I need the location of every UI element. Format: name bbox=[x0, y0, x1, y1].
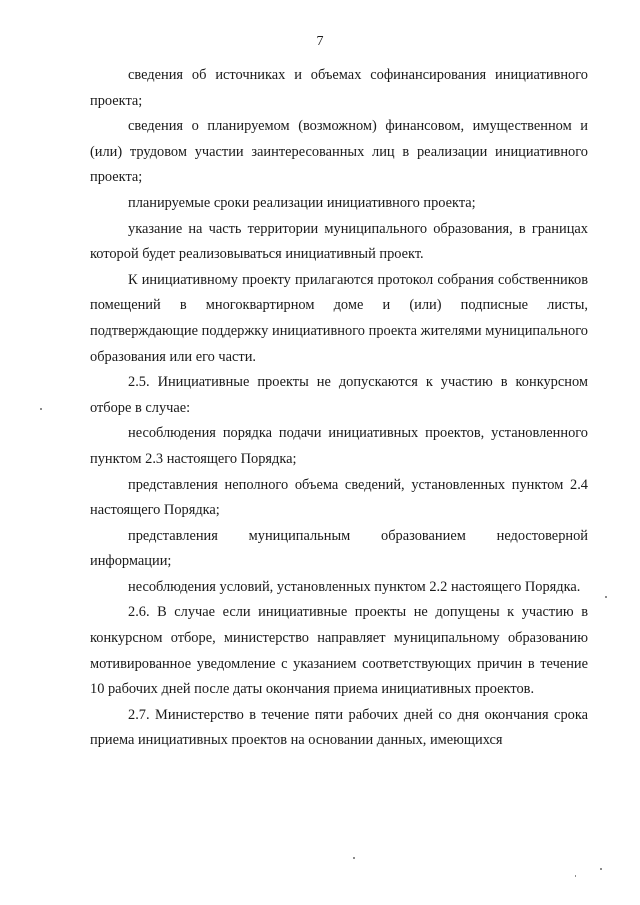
scan-speck bbox=[353, 857, 355, 859]
document-body bbox=[90, 63, 588, 754]
scan-speck bbox=[600, 868, 602, 870]
paragraph: сведения о планируемом (возможном) финансовом, имущественном и (или) трудовом участии заинтересованных лиц в реализации инициативного проекта; bbox=[90, 118, 588, 186]
paragraph: несоблюдения порядка подачи инициативных проектов, установленного пунктом 2.3 настоящего Порядка; bbox=[90, 425, 588, 467]
page-number: 7 bbox=[316, 34, 324, 49]
paragraph: сведения об источниках и объемах софинансирования инициативного проекта; bbox=[90, 67, 588, 109]
paragraph: представления неполного объема сведений, установленных пунктом 2.4 настоящего Порядка; bbox=[90, 476, 588, 519]
paragraph: 2.7. Министерство в течение пяти рабочих дней со дня окончания срока приема инициативных проектов на основании данных, имеющихся bbox=[90, 706, 588, 749]
paragraph: представления муниципальным образованием недостоверной информации; bbox=[90, 527, 588, 570]
scan-speck bbox=[575, 875, 576, 877]
paragraph: К инициативному проекту прилагаются протокол собрания собственников помещений в многоквартирном доме и (или) подписные листы, подтверждающие поддержку инициативного проекта жителями муниципального образования или его части. bbox=[90, 271, 588, 365]
paragraph: планируемые сроки реализации инициативного проекта; bbox=[128, 194, 476, 211]
paragraph: несоблюдения условий, установленных пунктом 2.2 настоящего Порядка. bbox=[128, 578, 581, 595]
paragraph: 2.6. В случае если инициативные проекты не допущены к участию в конкурсном отборе, министерство направляет муниципальному образованию мотивированное уведомление с указанием соответствующих причин в течение 10 рабочих дней после даты окончания приема инициативных проектов. bbox=[90, 604, 588, 698]
scan-speck bbox=[40, 408, 42, 410]
scan-speck bbox=[605, 596, 607, 598]
paragraph: указание на часть территории муниципального образования, в границах которой будет реализовываться инициативный проект. bbox=[90, 220, 588, 263]
paragraph: 2.5. Инициативные проекты не допускаются к участию в конкурсном отборе в случае: bbox=[90, 374, 588, 416]
